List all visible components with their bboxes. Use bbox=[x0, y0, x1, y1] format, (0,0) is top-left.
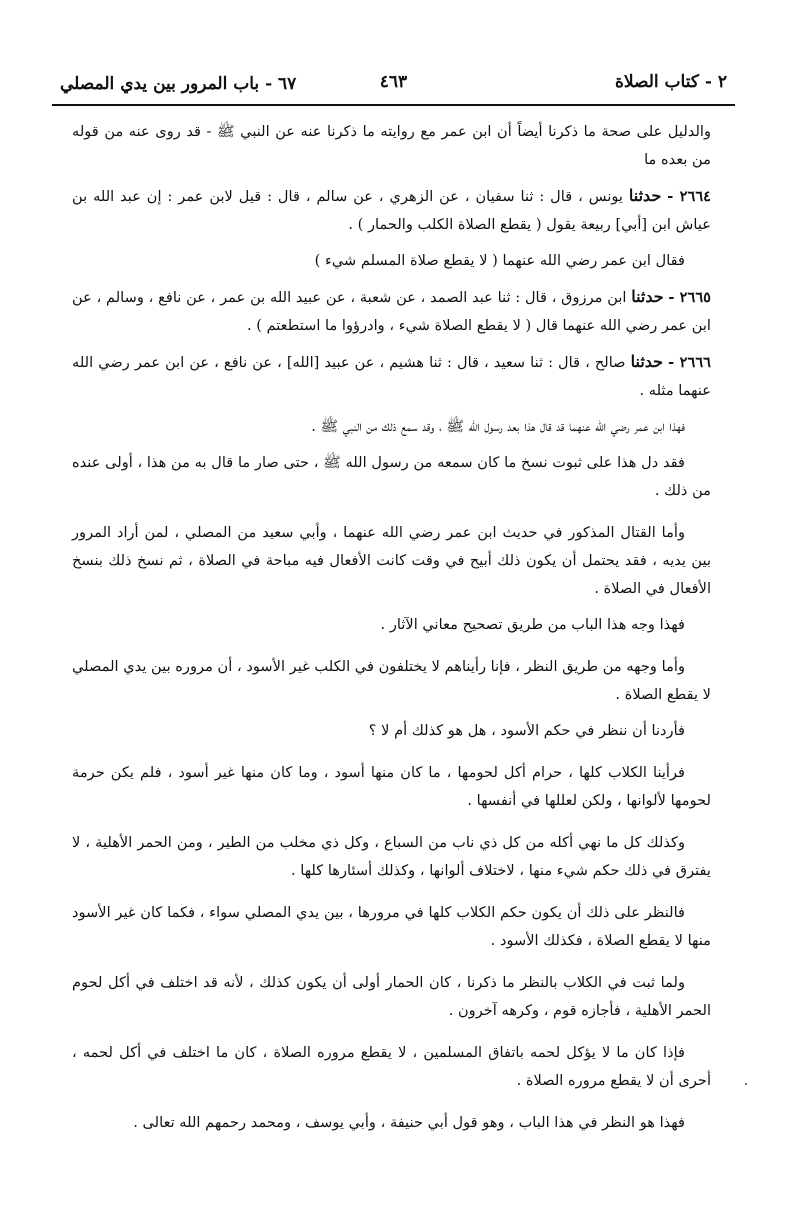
paragraph: فهذا هو النظر في هذا الباب ، وهو قول أبي حنيفة ، وأبي يوسف ، ومحمد رحمهم الله تعالى . bbox=[133, 1114, 685, 1131]
paragraph: فإذا كان ما لا يؤكل لحمه باتفاق المسلمين ، لا يقطع مروره الصلاة ، كان ما اختلف في أكل لحمه ، أحرى أن لا يقطع مروره الصلاة . bbox=[72, 1044, 711, 1089]
paragraph: فهذا ابن عمر رضي الله عنهما قد قال هذا بعد رسول الله ﷺ ، وقد سمع ذلك من النبي ﷺ . bbox=[311, 418, 685, 435]
hadith-number: ٢٦٦٥ - bbox=[668, 289, 711, 306]
paragraph: وأما القتال المذكور في حديث ابن عمر رضي الله عنهما ، وأبي سعيد من المصلي ، لمن أراد المرور بين يديه ، فقد يحتمل أن يكون ذلك أبيح في وقت كانت الأفعال فيه مباحة في الصلاة ، ثم نسخ ذلك بنسخ الأفعال في الصلاة . bbox=[72, 524, 711, 597]
hadith-keyword: حدثنا bbox=[628, 186, 662, 205]
page-number: ٤٦٣ bbox=[379, 72, 408, 92]
hadith-paragraph: ٢٦٦٥ - حدثنا ابن مرزوق ، قال : ثنا عبد الصمد ، عن شعبة ، عن عبيد الله بن عمر ، عن نافع ، وسالم ، عن ابن عمر رضي الله عنهما قال ( لا يقطع الصلاة شيء ، وادرؤوا ما استطعتم ) . bbox=[72, 287, 711, 334]
page-body bbox=[72, 118, 711, 1145]
hadith-keyword: حدثنا bbox=[631, 287, 664, 306]
paragraph: فقال ابن عمر رضي الله عنهما ( لا يقطع صلاة المسلم شيء ) bbox=[314, 252, 685, 269]
hadith-paragraph: ٢٦٦٦ - حدثنا صالح ، قال : ثنا سعيد ، قال : ثنا هشيم ، عن عبيد [الله] ، عن نافع ، عن ابن عمر رضي الله عنهما مثله . bbox=[72, 352, 712, 399]
paragraph: فرأينا الكلاب كلها ، حرام أكل لحومها ، ما كان منها أسود ، وما كان منها غير أسود ، فلم يكن حرمة لحومها لألوانها ، ولكن لعللها في أنفسها . bbox=[72, 764, 711, 809]
chapter-title: ٦٧ - باب المرور بين يدي المصلي bbox=[60, 74, 297, 94]
page-header bbox=[52, 60, 735, 106]
paragraph: فهذا وجه هذا الباب من طريق تصحيح معاني الآثار . bbox=[380, 616, 685, 633]
hadith-number: ٢٦٦٤ - bbox=[667, 188, 712, 205]
paragraph: فقد دل هذا على ثبوت نسخ ما كان سمعه من رسول الله ﷺ ، حتى صار ما قال به من هذا ، أولى عنده من ذلك . bbox=[72, 454, 711, 499]
paragraph: والدليل على صحة ما ذكرنا أيضاً أن ابن عمر مع روايته ما ذكرنا عنه عن النبي ﷺ - قد روى عنه من قوله من بعده ما bbox=[72, 123, 711, 168]
book-title: ٢ - كتاب الصلاة bbox=[614, 72, 727, 92]
scan-speck bbox=[745, 1083, 747, 1085]
paragraph: فالنظر على ذلك أن يكون حكم الكلاب كلها في مرورها ، بين يدي المصلي سواء ، فكما كان غير الأسود منها لا يقطع الصلاة ، فكذلك الأسود . bbox=[72, 904, 711, 949]
hadith-paragraph: ٢٦٦٤ - حدثنا يونس ، قال : ثنا سفيان ، عن الزهري ، عن سالم ، قال : قيل لابن عمر : إن عبد الله بن عياش ابن [أبي] ربيعة يقول ( يقطع الصلاة الكلب والحمار ) . bbox=[72, 186, 712, 233]
paragraph: وكذلك كل ما نهي أكله من كل ذي ناب من السباع ، وكل ذي مخلب من الطير ، ومن الحمر الأهلية ، لا يفترق في ذلك حكم شيء منها ، لاختلاف ألوانها ، وكذلك أسئارها كلها . bbox=[72, 834, 711, 879]
hadith-keyword: حدثنا bbox=[630, 352, 664, 371]
paragraph: ولما ثبت في الكلاب بالنظر ما ذكرنا ، كان الحمار أولى أن يكون كذلك ، لأنه قد اختلف في أكل لحوم الحمر الأهلية ، فأجازه قوم ، وكرهه آخرون . bbox=[72, 974, 711, 1019]
paragraph: وأما وجهه من طريق النظر ، فإنا رأيناهم لا يختلفون في الكلب غير الأسود ، أن مروره بين يدي المصلي لا يقطع الصلاة . bbox=[72, 658, 711, 703]
hadith-number: ٢٦٦٦ - bbox=[668, 354, 712, 371]
paragraph: فأردنا أن ننظر في حكم الأسود ، هل هو كذلك أم لا ؟ bbox=[368, 722, 685, 739]
